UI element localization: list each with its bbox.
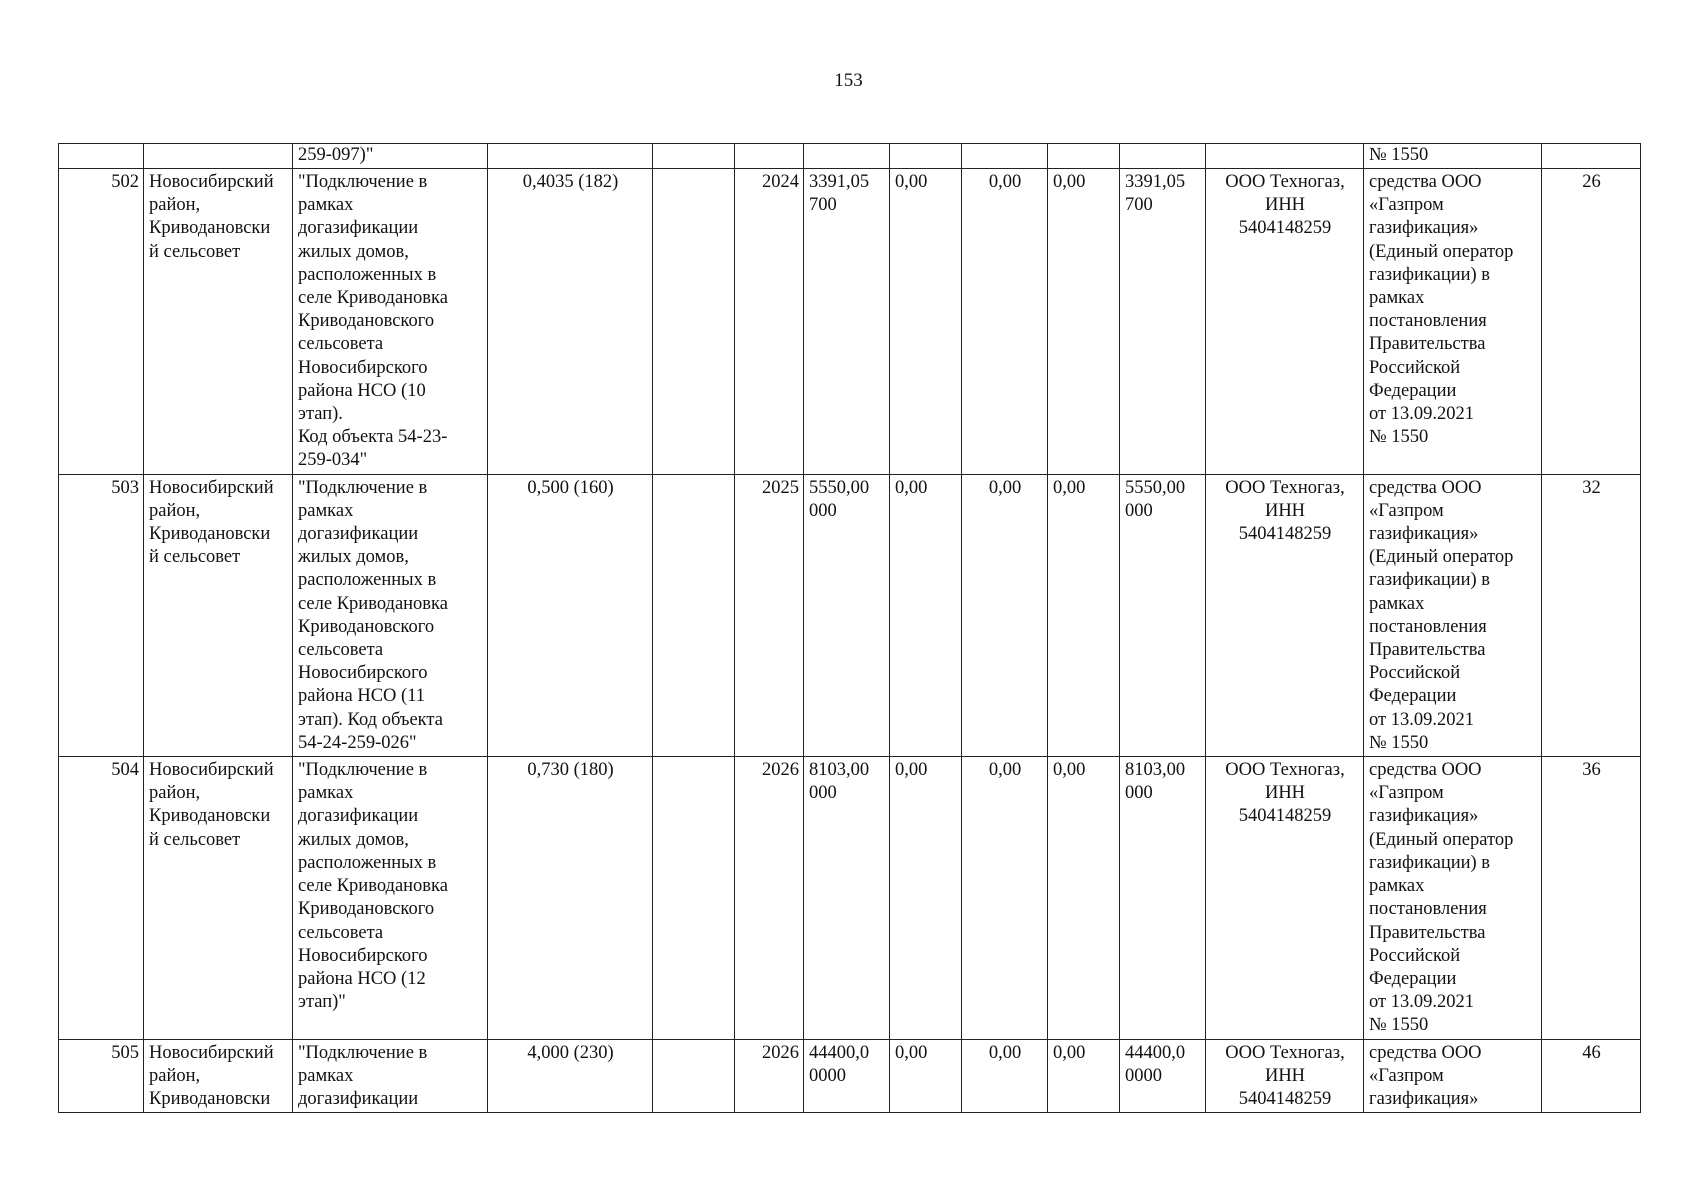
cell-blank xyxy=(653,757,735,1039)
cell-count: 46 xyxy=(1542,1039,1641,1113)
cell-funding-source: средства ООО «Газпром газификация» (Единый оператор газификации) в рамках постановления Правительства Российской Федерации от 13.09.2021 № 1550 xyxy=(1364,169,1542,475)
cell-blank xyxy=(653,474,735,756)
cell-local-budget: 0,00 xyxy=(1048,169,1120,475)
cell-count: 26 xyxy=(1542,169,1641,475)
cell-funding-source: средства ООО «Газпром газификация» (Единый оператор газификации) в рамках постановления Правительства Российской Федерации от 13.09.2021 № 1550 xyxy=(1364,474,1542,756)
cell-funding-source: средства ООО «Газпром газификация» xyxy=(1364,1039,1542,1113)
cell-local-budget: 0,00 xyxy=(1048,474,1120,756)
cell-count: 32 xyxy=(1542,474,1641,756)
gasification-objects-table xyxy=(58,143,1641,1113)
cell-regional-budget xyxy=(962,144,1048,169)
cell-total-cost: 8103,00 000 xyxy=(804,757,890,1039)
cell-district: Новосибирский район, Криводановски xyxy=(144,1039,293,1113)
cell-funding-source: средства ООО «Газпром газификация» (Единый оператор газификации) в рамках постановления Правительства Российской Федерации от 13.09.2021 № 1550 xyxy=(1364,757,1542,1039)
cell-total-cost: 3391,05 700 xyxy=(804,169,890,475)
cell-federal-budget: 0,00 xyxy=(890,1039,962,1113)
cell-regional-budget: 0,00 xyxy=(962,169,1048,475)
cell-number: 503 xyxy=(59,474,144,756)
cell-federal-budget: 0,00 xyxy=(890,474,962,756)
cell-district: Новосибирский район, Криводановски й сельсовет xyxy=(144,757,293,1039)
cell-year: 2026 xyxy=(735,1039,804,1113)
cell-local-budget: 0,00 xyxy=(1048,1039,1120,1113)
cell-object-name: 259-097)" xyxy=(293,144,488,169)
cell-total-cost: 44400,0 0000 xyxy=(804,1039,890,1113)
cell-length xyxy=(488,144,653,169)
table-row-continuation xyxy=(59,144,1641,169)
cell-executor xyxy=(1206,144,1364,169)
cell-regional-budget: 0,00 xyxy=(962,757,1048,1039)
cell-object-name: "Подключение в рамках догазификации xyxy=(293,1039,488,1113)
cell-local-budget xyxy=(1048,144,1120,169)
cell-year: 2025 xyxy=(735,474,804,756)
cell-length: 0,500 (160) xyxy=(488,474,653,756)
cell-local-budget: 0,00 xyxy=(1048,757,1120,1039)
cell-number: 504 xyxy=(59,757,144,1039)
cell-federal-budget xyxy=(890,144,962,169)
cell-blank xyxy=(653,144,735,169)
cell-total-cost xyxy=(804,144,890,169)
cell-executor: ООО Техногаз, ИНН 5404148259 xyxy=(1206,1039,1364,1113)
table-row xyxy=(59,1039,1641,1113)
cell-blank xyxy=(653,169,735,475)
cell-other-sources: 3391,05 700 xyxy=(1120,169,1206,475)
cell-district: Новосибирский район, Криводановски й сельсовет xyxy=(144,474,293,756)
cell-district xyxy=(144,144,293,169)
cell-length: 0,4035 (182) xyxy=(488,169,653,475)
cell-regional-budget: 0,00 xyxy=(962,474,1048,756)
cell-length: 4,000 (230) xyxy=(488,1039,653,1113)
page-number: 153 xyxy=(834,70,863,91)
cell-other-sources: 8103,00 000 xyxy=(1120,757,1206,1039)
cell-year xyxy=(735,144,804,169)
cell-executor: ООО Техногаз, ИНН 5404148259 xyxy=(1206,474,1364,756)
cell-other-sources xyxy=(1120,144,1206,169)
cell-blank xyxy=(653,1039,735,1113)
cell-number: 505 xyxy=(59,1039,144,1113)
table-row xyxy=(59,474,1641,756)
cell-object-name: "Подключение в рамках догазификации жилых домов, расположенных в селе Криводановка Криводановского сельсовета Новосибирского района НСО (12 этап)" xyxy=(293,757,488,1039)
cell-count: 36 xyxy=(1542,757,1641,1039)
cell-object-name: "Подключение в рамках догазификации жилых домов, расположенных в селе Криводановка Криводановского сельсовета Новосибирского района НСО (11 этап). Код объекта 54-24-259-026" xyxy=(293,474,488,756)
cell-length: 0,730 (180) xyxy=(488,757,653,1039)
cell-executor: ООО Техногаз, ИНН 5404148259 xyxy=(1206,169,1364,475)
cell-other-sources: 5550,00 000 xyxy=(1120,474,1206,756)
cell-executor: ООО Техногаз, ИНН 5404148259 xyxy=(1206,757,1364,1039)
cell-other-sources: 44400,0 0000 xyxy=(1120,1039,1206,1113)
cell-number: 502 xyxy=(59,169,144,475)
cell-year: 2024 xyxy=(735,169,804,475)
cell-funding-source: № 1550 xyxy=(1364,144,1542,169)
table-row xyxy=(59,169,1641,475)
cell-regional-budget: 0,00 xyxy=(962,1039,1048,1113)
cell-year: 2026 xyxy=(735,757,804,1039)
cell-federal-budget: 0,00 xyxy=(890,757,962,1039)
cell-object-name: "Подключение в рамках догазификации жилых домов, расположенных в селе Криводановка Криводановского сельсовета Новосибирского района НСО (10 этап). Код объекта 54-23- 259-034" xyxy=(293,169,488,475)
cell-total-cost: 5550,00 000 xyxy=(804,474,890,756)
cell-district: Новосибирский район, Криводановски й сельсовет xyxy=(144,169,293,475)
cell-federal-budget: 0,00 xyxy=(890,169,962,475)
cell-number xyxy=(59,144,144,169)
cell-count xyxy=(1542,144,1641,169)
table-row xyxy=(59,757,1641,1039)
